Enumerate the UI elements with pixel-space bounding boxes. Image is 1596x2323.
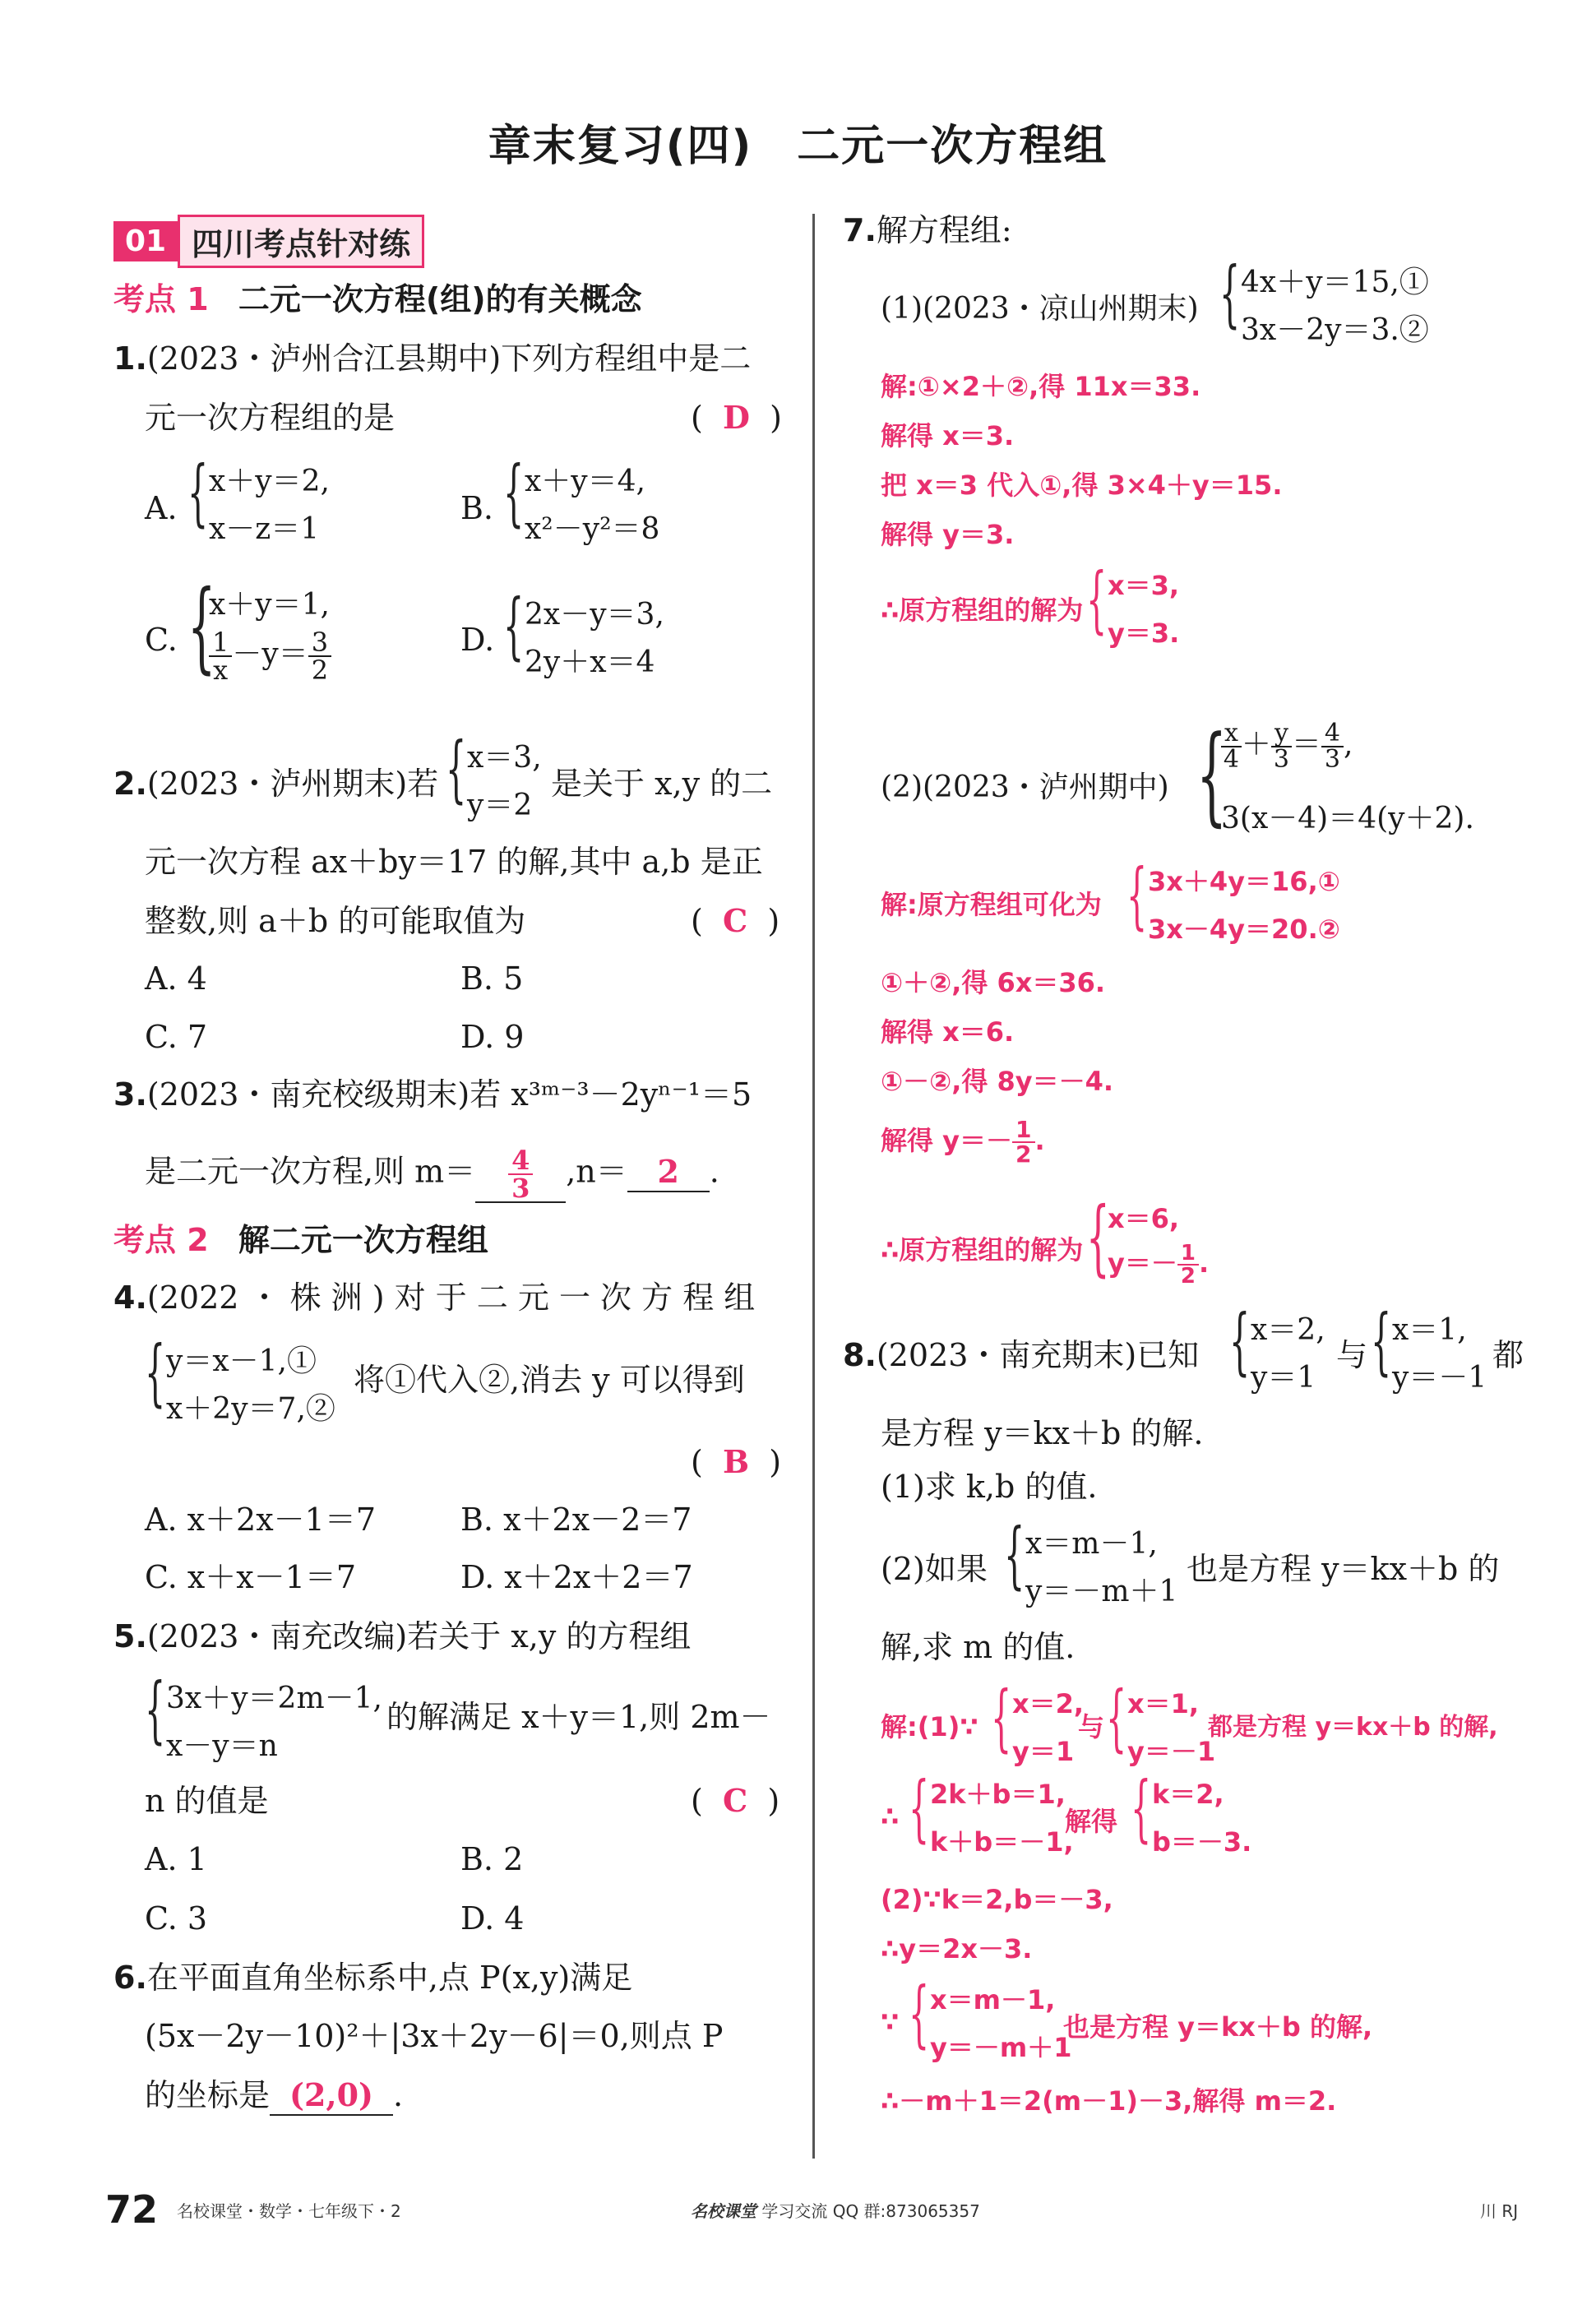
q7-sol1-line4: 解得 y＝3. <box>881 519 1015 550</box>
q1-answer-box: ( D ) <box>691 399 782 436</box>
brace-icon: { <box>446 726 467 811</box>
brace-icon: { <box>1106 1675 1127 1760</box>
page-title: 章末复习(四) 二元一次方程组 <box>488 122 1108 171</box>
q1-option-a-label: A. <box>145 490 178 526</box>
q7-sol2-system <box>1126 853 1373 945</box>
q6-line1 <box>113 1959 632 1997</box>
q7-sol1-line1: 解:①×2＋②,得 11x＝33. <box>881 371 1201 402</box>
q2-eq2: y＝2 <box>467 789 533 822</box>
q1-text1: (2023・泸州合江县期中)下列方程组中是二 <box>146 340 752 377</box>
q8-sol-b-eq2: y＝－1 <box>1127 1736 1216 1767</box>
footer-center <box>691 2198 980 2222</box>
q5-option-d: D. 4 <box>460 1900 525 1937</box>
q1-answer: D <box>722 399 750 436</box>
q2-line3: 整数,则 a＋b 的可能取值为 <box>145 903 526 939</box>
q8-sol2-pre: ∴ <box>881 1801 900 1832</box>
q5-option-c: C. 3 <box>145 1900 208 1937</box>
q7-sol1-line2: 解得 x＝3. <box>881 420 1015 451</box>
footer-right: 川 RJ <box>1480 2201 1519 2221</box>
q4-system <box>145 1330 359 1426</box>
q7-res1-pre: ∴原方程组的解为 <box>881 595 1084 626</box>
q8-a-eq1: x＝2, <box>1251 1313 1325 1347</box>
q7-p2-system <box>1196 712 1525 845</box>
q7-res2-y-pre: y＝－ <box>1108 1247 1177 1279</box>
q3-mid: ,n＝ <box>566 1153 627 1190</box>
equals: ＝ <box>1291 728 1321 761</box>
q8-system-b <box>1371 1298 1510 1395</box>
frac-den: 2 <box>1015 1141 1032 1168</box>
q1-c-mid: －y＝ <box>232 637 308 671</box>
brace-icon: { <box>909 1971 930 2056</box>
q6-line3 <box>145 2076 403 2116</box>
q1-d-eq2: 2y＋x＝4 <box>525 646 655 679</box>
brace-icon: { <box>503 583 525 668</box>
q1-a-eq1: x＋y＝2, <box>209 465 330 498</box>
q7-title-text: 解方程组: <box>876 212 1012 248</box>
q8-sol-system-b <box>1106 1675 1221 1767</box>
plus: ＋ <box>1241 728 1271 761</box>
q7-res2-pre: ∴原方程组的解为 <box>881 1234 1084 1266</box>
q4-option-d: D. x＋2x＋2＝7 <box>460 1559 693 1595</box>
q8-l4-eq1: x＝m－1, <box>1025 1527 1158 1561</box>
brace-icon: { <box>1131 1765 1152 1850</box>
q7-p2-eq2: 3(x－4)＝4(y＋2). <box>1221 802 1474 835</box>
q8-sol6: ∴－m＋1＝2(m－1)－3,解得 m＝2. <box>881 2085 1337 2117</box>
q7-res2-y-end: . <box>1198 1247 1210 1279</box>
brace-icon: { <box>1086 557 1108 641</box>
q3-pre2: 是二元一次方程,则 m＝ <box>145 1153 476 1190</box>
q1-option-c <box>187 570 434 693</box>
q8-sol2-eq1: 2k＋b＝1, <box>930 1779 1066 1810</box>
q3-number: 3. <box>113 1076 147 1113</box>
q5-line1 <box>113 1617 691 1655</box>
section-header <box>113 215 424 267</box>
kaodian-2-text: 解二元一次方程组 <box>238 1222 488 1258</box>
q2-answer-box: ( C ) <box>691 902 780 939</box>
q8-sol-a-eq2: y＝1 <box>1012 1736 1075 1767</box>
q8-post: 都 <box>1492 1337 1524 1373</box>
kaodian-2-label: 考点 2 <box>113 1222 209 1258</box>
q7-res2-system <box>1086 1189 1284 1289</box>
q4-number: 4. <box>113 1280 147 1316</box>
q7-sol1-line3: 把 x＝3 代入①,得 3×4＋y＝15. <box>881 470 1283 501</box>
q5-eq1: 3x＋y＝2m－1, <box>166 1682 382 1715</box>
q8-b-eq2: y＝－1 <box>1392 1361 1487 1395</box>
q1-option-c-label: C. <box>145 622 178 658</box>
column-divider <box>812 214 815 2159</box>
frac-den: 3 <box>1273 745 1289 774</box>
q7-p2-eq1 <box>1221 721 1353 772</box>
brace-icon: { <box>145 1667 166 1752</box>
q5-post: 的解满足 x＋y＝1,则 2m－ <box>386 1699 771 1735</box>
frac-num: 3 <box>308 629 331 657</box>
frac-den: 4 <box>1223 745 1239 774</box>
q1-b-eq2: x²－y²＝8 <box>525 512 660 546</box>
brace-icon: { <box>187 450 209 534</box>
q4-option-b: B. x＋2x－2＝7 <box>460 1502 692 1538</box>
footer-center-text: 学习交流 QQ 群:873065357 <box>761 2201 980 2221</box>
q2-system <box>446 726 553 822</box>
q8-number: 8. <box>843 1337 877 1373</box>
q6-pre3: 的坐标是 <box>145 2077 271 2113</box>
q6-line2: (5x－2y－10)²＋|3x＋2y－6|＝0,则点 P <box>145 2018 724 2054</box>
frac-den: 2 <box>311 655 329 686</box>
q5-option-b: B. 2 <box>460 1841 524 1877</box>
q8-sol3: (2)∵k＝2,b＝－3, <box>881 1884 1113 1915</box>
q7-sol2-eq1: 3x＋4y＝16,① <box>1148 866 1340 897</box>
q8-a-eq2: y＝1 <box>1251 1361 1316 1395</box>
q3-end: . <box>709 1153 719 1190</box>
frac-num: x <box>1221 721 1242 747</box>
q7-res1-system <box>1086 557 1251 649</box>
q8-sol5-eq2: y＝－m＋1 <box>930 2032 1072 2063</box>
q3-m-den: 3 <box>511 1173 530 1204</box>
section-title: 四川考点针对练 <box>178 215 424 268</box>
q7-sol2-line2: 解得 x＝6. <box>881 1016 1015 1048</box>
brace-icon: { <box>1086 1189 1110 1285</box>
q5-system <box>145 1667 391 1763</box>
q8-sol2-system <box>909 1765 1074 1858</box>
q8-sol-post: 都是方程 y＝kx＋b 的解, <box>1208 1713 1498 1742</box>
q8-line4-pre: (2)如果 <box>881 1551 988 1587</box>
q8-line3: (1)求 k,b 的值. <box>881 1469 1098 1505</box>
q7-res2-eq2 <box>1108 1242 1209 1287</box>
q8-sol2-r2: b＝－3. <box>1152 1826 1252 1858</box>
brace-icon: { <box>1229 1298 1251 1383</box>
comma: , <box>1344 728 1353 761</box>
q5-option-a: A. 1 <box>145 1841 207 1877</box>
q7-p1-system <box>1219 251 1499 347</box>
q1-option-d-label: D. <box>460 622 495 658</box>
q1-line1 <box>113 340 751 377</box>
q8-line5: 解,求 m 的值. <box>881 1629 1076 1665</box>
q1-d-eq1: 2x－y＝3, <box>525 598 664 632</box>
q1-number: 1. <box>113 340 147 377</box>
q4-answer: B <box>722 1443 750 1480</box>
frac-den: 2 <box>1180 1264 1196 1289</box>
q8-sol5-system <box>909 1971 1089 2063</box>
q3-line2 <box>145 1147 719 1203</box>
q8-sol-mid: 与 <box>1078 1711 1105 1742</box>
q4-eq2: x＋2y＝7,② <box>166 1392 335 1426</box>
frac-num: 4 <box>1321 721 1344 747</box>
q1-option-a <box>187 450 401 546</box>
brace-icon: { <box>1196 712 1228 837</box>
q8-sol2-eq2: k＋b＝－1, <box>930 1826 1074 1858</box>
q3-m-num: 4 <box>508 1147 533 1175</box>
q5-line3: n 的值是 <box>145 1783 269 1819</box>
q7-p1-eq1: 4x＋y＝15,① <box>1241 266 1429 299</box>
q7-sol2-y-pre: 解得 y＝－ <box>881 1125 1013 1156</box>
brace-icon: { <box>1219 251 1241 335</box>
frac-num: y <box>1271 721 1292 747</box>
kaodian-1 <box>113 280 642 318</box>
q8-sol5-pre: ∵ <box>881 2006 900 2038</box>
q1-c-eq2 <box>209 627 331 686</box>
page-number: 72 <box>105 2187 159 2232</box>
q5-answer: C <box>722 1782 748 1819</box>
q1-option-b <box>503 450 750 546</box>
frac-den: x <box>213 655 229 686</box>
brace-icon: { <box>187 570 216 684</box>
q7-res1-eq2: y＝3. <box>1108 618 1180 649</box>
brace-icon: { <box>991 1675 1012 1760</box>
q8-sol-pre: 解:(1)∵ <box>881 1711 978 1742</box>
q3-n-answer: 2 <box>627 1153 710 1192</box>
q2-pre: (2023・泸州期末)若 <box>146 766 439 802</box>
q2-line1-pre <box>113 765 438 803</box>
q8-sol-a-eq1: x＝2, <box>1012 1688 1085 1719</box>
q8-line1-pre <box>843 1336 1199 1374</box>
q7-sol2-line1: ①＋②,得 6x＝36. <box>881 967 1106 998</box>
q8-pre: (2023・南充期末)已知 <box>876 1337 1200 1373</box>
q8-sol5-eq1: x＝m－1, <box>930 1984 1056 2015</box>
q1-option-d <box>503 583 750 679</box>
q8-system-a <box>1229 1298 1353 1395</box>
q4-answer-box: ( B ) <box>691 1443 782 1480</box>
q1-b-eq1: x＋y＝4, <box>525 465 645 498</box>
q6-text1: 在平面直角坐标系中,点 P(x,y)满足 <box>146 1960 633 1996</box>
q7-sol2-y <box>881 1118 1045 1166</box>
q2-option-b: B. 5 <box>460 960 524 997</box>
q4-option-c: C. x＋x－1＝7 <box>145 1559 357 1595</box>
q8-sol2-mid: 解得 <box>1065 1806 1118 1837</box>
q8-line2: 是方程 y＝kx＋b 的解. <box>881 1415 1204 1451</box>
q5-number: 5. <box>113 1618 147 1654</box>
q4-option-a: A. x＋2x－1＝7 <box>145 1502 376 1538</box>
q6-number: 6. <box>113 1960 147 1996</box>
q2-option-a: A. 4 <box>145 960 207 997</box>
q8-sol-b-eq1: x＝1, <box>1127 1688 1200 1719</box>
brand-logo-icon: 名校课堂 <box>691 2201 756 2221</box>
frac-num: 1 <box>1177 1242 1199 1266</box>
q7-res2-eq1: x＝6, <box>1108 1203 1180 1234</box>
q2-eq1: x＝3, <box>467 741 542 775</box>
brace-icon: { <box>1126 853 1148 937</box>
q2-line2: 元一次方程 ax＋by＝17 的解,其中 a,b 是正 <box>145 844 763 880</box>
q7-sol2-eq2: 3x－4y＝20.② <box>1148 914 1340 945</box>
q4-eq1: y＝x－1,① <box>166 1344 317 1378</box>
q2-post: 是关于 x,y 的二 <box>551 766 773 802</box>
q7-sol2-y-end: . <box>1034 1125 1045 1156</box>
q7-p1-eq2: 3x－2y＝3.② <box>1241 313 1429 347</box>
q7-sol2-pre: 解:原方程组可化为 <box>881 889 1102 920</box>
q8-b-eq1: x＝1, <box>1392 1313 1467 1347</box>
q8-sol5-post: 也是方程 y＝kx＋b 的解, <box>1063 2011 1373 2043</box>
kaodian-2 <box>113 1221 488 1259</box>
section-number: 01 <box>113 221 178 261</box>
brace-icon: { <box>503 450 525 534</box>
frac-num: 1 <box>1012 1118 1034 1143</box>
q7-title <box>843 211 1012 249</box>
q1-option-b-label: B. <box>460 490 494 526</box>
q8-sol2-r1: k＝2, <box>1152 1779 1224 1810</box>
kaodian-1-label: 考点 1 <box>113 281 209 317</box>
footer-left: 名校课堂・数学・七年级下・2 <box>177 2201 401 2221</box>
frac-num: 1 <box>209 629 232 657</box>
q5-text1: (2023・南充改编)若关于 x,y 的方程组 <box>146 1618 692 1654</box>
q2-option-d: D. 9 <box>460 1019 525 1055</box>
frac-den: 3 <box>1324 745 1340 774</box>
q8-mid: 与 <box>1336 1337 1368 1373</box>
q2-answer: C <box>722 902 748 939</box>
q2-number: 2. <box>113 766 147 802</box>
brace-icon: { <box>909 1765 930 1850</box>
q1-line2: 元一次方程组的是 <box>145 400 396 436</box>
q7-res1-eq1: x＝3, <box>1108 570 1180 601</box>
q7-p2-pre: (2)(2023・泸州期中) <box>881 770 1169 804</box>
q3-line1 <box>113 1076 752 1113</box>
q4-text1: (2022 ・ 株 洲 ) 对 于 二 元 一 次 方 程 组 <box>146 1280 756 1316</box>
q3-text1: (2023・南充校级期末)若 x³ᵐ⁻³－2yⁿ⁻¹＝5 <box>146 1076 752 1113</box>
brace-icon: { <box>1371 1298 1392 1383</box>
q4-post: 将①代入②,消去 y 可以得到 <box>354 1362 745 1398</box>
q7-sol2-line3: ①－②,得 8y＝－4. <box>881 1066 1114 1097</box>
q4-line1 <box>113 1279 755 1317</box>
q8-l4-eq2: y＝－m＋1 <box>1025 1575 1178 1608</box>
q8-line4-post: 也是方程 y＝kx＋b 的 <box>1187 1551 1500 1587</box>
q1-a-eq2: x－z＝1 <box>209 512 320 546</box>
q8-sol4: ∴y＝2x－3. <box>881 1933 1033 1964</box>
brace-icon: { <box>1004 1512 1025 1597</box>
q1-c-eq1: x＋y＝1, <box>209 588 330 622</box>
q2-option-c: C. 7 <box>145 1019 208 1055</box>
brace-icon: { <box>145 1330 166 1414</box>
q8-sol2-result <box>1131 1765 1262 1858</box>
q7-number: 7. <box>843 212 877 248</box>
q6-answer: (2,0) <box>270 2076 393 2116</box>
q7-p1-pre: (1)(2023・凉山州期末) <box>881 292 1199 326</box>
q8-line4-system <box>1004 1512 1201 1608</box>
q5-eq2: x－y＝n <box>166 1729 278 1763</box>
q5-answer-box: ( C ) <box>691 1782 780 1819</box>
kaodian-1-text: 二元一次方程(组)的有关概念 <box>238 281 642 317</box>
q6-end: . <box>393 2077 404 2113</box>
